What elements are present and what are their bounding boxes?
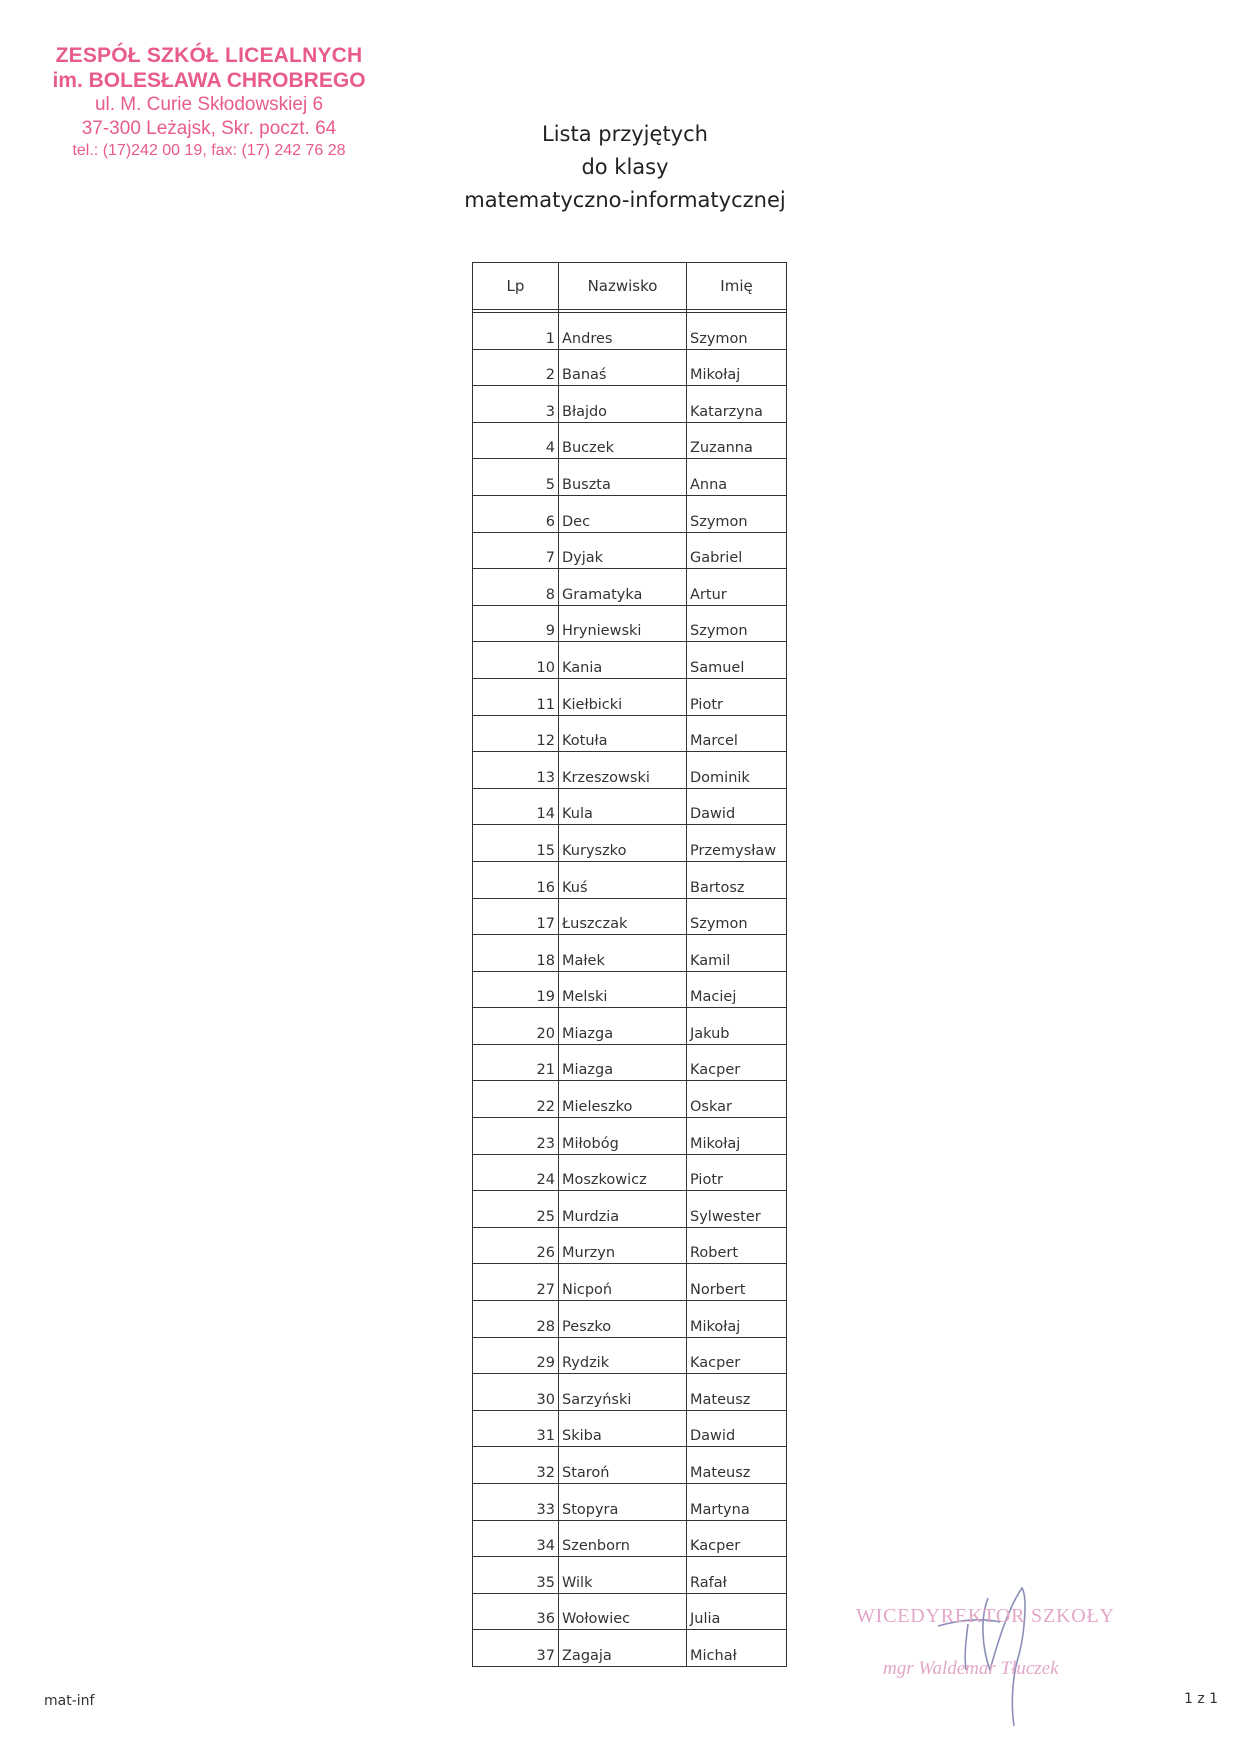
row-first-name: Robert bbox=[687, 1227, 787, 1264]
row-first-name: Kacper bbox=[687, 1520, 787, 1557]
table-row bbox=[473, 386, 787, 423]
row-lp: 21 bbox=[473, 1044, 559, 1081]
table-row bbox=[473, 1484, 787, 1521]
table-row bbox=[473, 532, 787, 569]
table-row bbox=[473, 495, 787, 532]
table-row bbox=[473, 313, 787, 350]
row-surname: Banaś bbox=[559, 349, 687, 386]
table-row bbox=[473, 569, 787, 606]
row-lp: 4 bbox=[473, 422, 559, 459]
row-first-name: Piotr bbox=[687, 1154, 787, 1191]
stamp-patron: im. BOLESŁAWA CHROBREGO bbox=[52, 69, 366, 92]
table-row bbox=[473, 349, 787, 386]
row-lp: 24 bbox=[473, 1154, 559, 1191]
title-line-1: Lista przyjętych bbox=[542, 122, 708, 146]
row-lp: 9 bbox=[473, 605, 559, 642]
row-surname: Buszta bbox=[559, 459, 687, 496]
row-lp: 8 bbox=[473, 569, 559, 606]
row-first-name: Mikołaj bbox=[687, 349, 787, 386]
row-lp: 16 bbox=[473, 861, 559, 898]
row-lp: 20 bbox=[473, 1008, 559, 1045]
row-first-name: Dawid bbox=[687, 1410, 787, 1447]
row-lp: 33 bbox=[473, 1484, 559, 1521]
row-first-name: Artur bbox=[687, 569, 787, 606]
row-surname: Rydzik bbox=[559, 1337, 687, 1374]
title-line-3: matematyczno-informatycznej bbox=[464, 188, 786, 212]
table-row bbox=[473, 1154, 787, 1191]
row-first-name: Piotr bbox=[687, 678, 787, 715]
row-lp: 19 bbox=[473, 971, 559, 1008]
row-surname: Błajdo bbox=[559, 386, 687, 423]
row-first-name: Rafał bbox=[687, 1557, 787, 1594]
row-surname: Kula bbox=[559, 788, 687, 825]
table-row bbox=[473, 678, 787, 715]
table-row bbox=[473, 1557, 787, 1594]
row-lp: 34 bbox=[473, 1520, 559, 1557]
row-lp: 23 bbox=[473, 1118, 559, 1155]
row-surname: Kotuła bbox=[559, 715, 687, 752]
row-first-name: Jakub bbox=[687, 1008, 787, 1045]
row-first-name: Samuel bbox=[687, 642, 787, 679]
row-lp: 13 bbox=[473, 752, 559, 789]
table-row bbox=[473, 1410, 787, 1447]
row-lp: 30 bbox=[473, 1374, 559, 1411]
row-lp: 28 bbox=[473, 1301, 559, 1338]
row-first-name: Dawid bbox=[687, 788, 787, 825]
row-first-name: Mikołaj bbox=[687, 1118, 787, 1155]
table-header-row bbox=[473, 263, 787, 310]
handwritten-signature bbox=[930, 1578, 1050, 1728]
row-first-name: Mateusz bbox=[687, 1374, 787, 1411]
row-first-name: Mikołaj bbox=[687, 1301, 787, 1338]
table-row bbox=[473, 422, 787, 459]
table-row bbox=[473, 715, 787, 752]
table-row bbox=[473, 1118, 787, 1155]
stamp-city: 37-300 Leżajsk, Skr. poczt. 64 bbox=[81, 118, 337, 139]
row-surname: Małek bbox=[559, 935, 687, 972]
row-lp: 25 bbox=[473, 1191, 559, 1228]
row-surname: Melski bbox=[559, 971, 687, 1008]
row-lp: 11 bbox=[473, 678, 559, 715]
row-first-name: Michał bbox=[687, 1630, 787, 1667]
row-surname: Miazga bbox=[559, 1008, 687, 1045]
row-surname: Wołowiec bbox=[559, 1593, 687, 1630]
row-surname: Zagaja bbox=[559, 1630, 687, 1667]
row-surname: Kania bbox=[559, 642, 687, 679]
row-surname: Sarzyński bbox=[559, 1374, 687, 1411]
row-lp: 17 bbox=[473, 898, 559, 935]
table-row bbox=[473, 1044, 787, 1081]
row-first-name: Julia bbox=[687, 1593, 787, 1630]
row-surname: Miazga bbox=[559, 1044, 687, 1081]
row-first-name: Maciej bbox=[687, 971, 787, 1008]
row-surname: Murzyn bbox=[559, 1227, 687, 1264]
row-first-name: Kamil bbox=[687, 935, 787, 972]
header-surname: Nazwisko bbox=[559, 263, 687, 310]
row-surname: Kuryszko bbox=[559, 825, 687, 862]
document-title bbox=[440, 118, 810, 217]
row-surname: Miłobóg bbox=[559, 1118, 687, 1155]
table-row bbox=[473, 1301, 787, 1338]
row-first-name: Szymon bbox=[687, 313, 787, 350]
table-row bbox=[473, 898, 787, 935]
row-surname: Gramatyka bbox=[559, 569, 687, 606]
signature-name: mgr Waldemar Tłuczek bbox=[883, 1658, 1059, 1679]
row-surname: Stopyra bbox=[559, 1484, 687, 1521]
title-line-2: do klasy bbox=[581, 155, 669, 179]
row-surname: Krzeszowski bbox=[559, 752, 687, 789]
row-first-name: Przemysław bbox=[687, 825, 787, 862]
table-row bbox=[473, 1593, 787, 1630]
table-row bbox=[473, 1520, 787, 1557]
stamp-school-name: ZESPÓŁ SZKÓŁ LICEALNYCH bbox=[55, 44, 363, 67]
row-first-name: Kacper bbox=[687, 1337, 787, 1374]
row-lp: 14 bbox=[473, 788, 559, 825]
row-lp: 29 bbox=[473, 1337, 559, 1374]
row-lp: 10 bbox=[473, 642, 559, 679]
row-surname: Nicpoń bbox=[559, 1264, 687, 1301]
row-lp: 35 bbox=[473, 1557, 559, 1594]
row-first-name: Szymon bbox=[687, 495, 787, 532]
row-surname: Szenborn bbox=[559, 1520, 687, 1557]
table-row bbox=[473, 1630, 787, 1667]
row-first-name: Szymon bbox=[687, 898, 787, 935]
row-surname: Peszko bbox=[559, 1301, 687, 1338]
row-surname: Andres bbox=[559, 313, 687, 350]
row-first-name: Zuzanna bbox=[687, 422, 787, 459]
table-row bbox=[473, 642, 787, 679]
row-lp: 1 bbox=[473, 313, 559, 350]
table-row bbox=[473, 1337, 787, 1374]
row-first-name: Mateusz bbox=[687, 1447, 787, 1484]
row-lp: 27 bbox=[473, 1264, 559, 1301]
row-surname: Murdzia bbox=[559, 1191, 687, 1228]
row-lp: 12 bbox=[473, 715, 559, 752]
row-lp: 2 bbox=[473, 349, 559, 386]
table-row bbox=[473, 1264, 787, 1301]
row-first-name: Katarzyna bbox=[687, 386, 787, 423]
stamp-street: ul. M. Curie Skłodowskiej 6 bbox=[94, 94, 324, 115]
table-row bbox=[473, 861, 787, 898]
row-lp: 37 bbox=[473, 1630, 559, 1667]
admitted-students-table bbox=[472, 262, 787, 1667]
row-lp: 18 bbox=[473, 935, 559, 972]
table-row bbox=[473, 1374, 787, 1411]
row-surname: Wilk bbox=[559, 1557, 687, 1594]
row-surname: Buczek bbox=[559, 422, 687, 459]
table-row bbox=[473, 1227, 787, 1264]
footer-page-number: 1 z 1 bbox=[1184, 1691, 1219, 1707]
row-lp: 36 bbox=[473, 1593, 559, 1630]
row-lp: 5 bbox=[473, 459, 559, 496]
row-surname: Hryniewski bbox=[559, 605, 687, 642]
row-surname: Skiba bbox=[559, 1410, 687, 1447]
row-first-name: Sylwester bbox=[687, 1191, 787, 1228]
row-surname: Mieleszko bbox=[559, 1081, 687, 1118]
table-row bbox=[473, 825, 787, 862]
row-lp: 6 bbox=[473, 495, 559, 532]
row-first-name: Oskar bbox=[687, 1081, 787, 1118]
footer-document-code: mat-inf bbox=[44, 1693, 95, 1709]
row-lp: 15 bbox=[473, 825, 559, 862]
table-row bbox=[473, 1447, 787, 1484]
table-row bbox=[473, 788, 787, 825]
row-first-name: Bartosz bbox=[687, 861, 787, 898]
row-first-name: Szymon bbox=[687, 605, 787, 642]
row-lp: 22 bbox=[473, 1081, 559, 1118]
school-stamp bbox=[44, 43, 374, 161]
row-lp: 32 bbox=[473, 1447, 559, 1484]
row-surname: Moszkowicz bbox=[559, 1154, 687, 1191]
row-first-name: Martyna bbox=[687, 1484, 787, 1521]
table-row bbox=[473, 1008, 787, 1045]
table-row bbox=[473, 459, 787, 496]
row-surname: Dyjak bbox=[559, 532, 687, 569]
table-row bbox=[473, 1081, 787, 1118]
row-lp: 3 bbox=[473, 386, 559, 423]
row-first-name: Gabriel bbox=[687, 532, 787, 569]
row-surname: Dec bbox=[559, 495, 687, 532]
table-body bbox=[473, 310, 787, 1667]
row-surname: Kiełbicki bbox=[559, 678, 687, 715]
row-lp: 31 bbox=[473, 1410, 559, 1447]
row-lp: 26 bbox=[473, 1227, 559, 1264]
table-row bbox=[473, 1191, 787, 1228]
row-first-name: Marcel bbox=[687, 715, 787, 752]
table-row bbox=[473, 752, 787, 789]
row-first-name: Kacper bbox=[687, 1044, 787, 1081]
row-surname: Łuszczak bbox=[559, 898, 687, 935]
table-row bbox=[473, 971, 787, 1008]
row-surname: Kuś bbox=[559, 861, 687, 898]
row-first-name: Dominik bbox=[687, 752, 787, 789]
header-first-name: Imię bbox=[687, 263, 787, 310]
table-row bbox=[473, 605, 787, 642]
row-lp: 7 bbox=[473, 532, 559, 569]
header-lp: Lp bbox=[473, 263, 559, 310]
row-first-name: Norbert bbox=[687, 1264, 787, 1301]
signature-title: WICEDYREKTOR SZKOŁY bbox=[856, 1605, 1115, 1627]
stamp-phone: tel.: (17)242 00 19, fax: (17) 242 76 28 bbox=[72, 142, 346, 159]
row-first-name: Anna bbox=[687, 459, 787, 496]
table-row bbox=[473, 935, 787, 972]
row-surname: Staroń bbox=[559, 1447, 687, 1484]
